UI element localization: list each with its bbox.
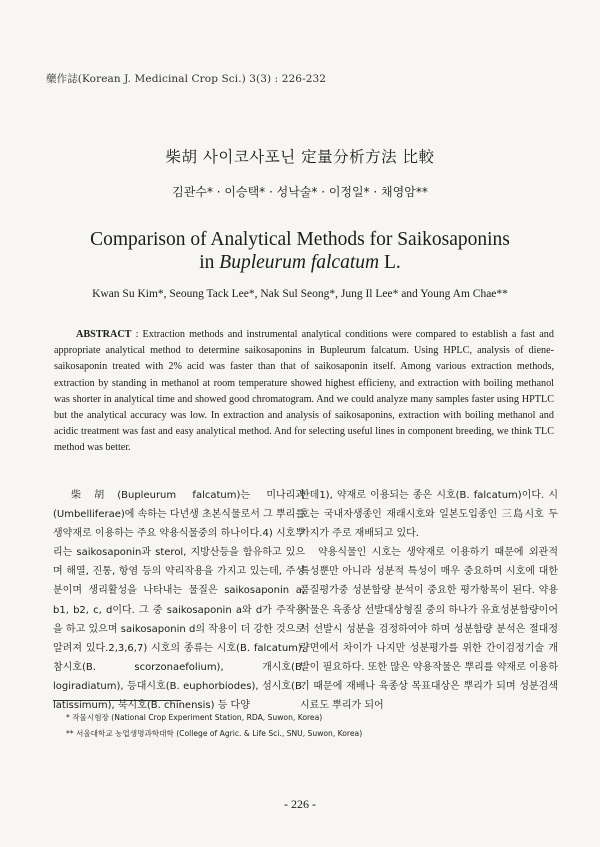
footnote-affiliation-2: ** 서울대학교 농업생명과학대학 (College of Agric. & Life Sci., SNU, Suwon, Korea) bbox=[66, 729, 363, 738]
body-column-left bbox=[53, 486, 305, 715]
footnote-affiliation-1: * 작물시험장 (National Crop Experiment Station, RDA, Suwon, Korea) bbox=[66, 713, 323, 722]
footnotes bbox=[66, 710, 362, 742]
page-number: - 226 - bbox=[284, 797, 316, 811]
body-paragraph: 柴胡(Bupleurum falcatum)는 미나리과(Umbelliferae)에 속하는 다년생 초본식물로서 그 뿌리를 생약재로 이용하는 주요 약용식물중의 하나이다.4) 시호뿌리는 saikosaponin과 sterol, 지방산등을 함유하고 있으며 해열, 진통, 항염 등의 약리작용을 가지고 있는데, 주성분이며 생리활성을 나타내는 물질은 saikosaponin a, b1, b2, c, d이다. 그 중 saikosaponin a와 d가 주작용을 하고 있으며 saikosaponin d의 작용이 더 강한 것으로 알려져 있다.2,3,6,7) 시호의 종류는 시호(B. falcatum), 참시호(B. scorzonaefolium), 개시호(B. logiradiatum), 등대시호(B. euphorbiodes), 섬시호(B. latissimum), 북시호(B. chinensis) 등 다양 bbox=[53, 490, 305, 712]
title-english-line2 bbox=[0, 251, 600, 274]
title-line2-prefix: in bbox=[199, 252, 220, 273]
authors-korean: 김관수* · 이승택* · 성낙술* · 이정일* · 채영암** bbox=[172, 185, 428, 199]
body-column-right bbox=[300, 486, 558, 715]
body-paragraph: 한데1), 약재로 이용되는 종은 시호(B. falcatum)이다. 시호는 국내자생종인 재래시호와 일본도입종인 三島시호 두가지가 주로 재배되고 있다. bbox=[300, 490, 558, 540]
abstract-text: : Extraction methods and instrumental analytical conditions were compared to establish a fast and appropriate analytical method to determine saikosaponins in Bupleurum falcatum. Using HPLC, analysis of diene-saikosaponin treated with 2% acid was faster than that of saikosaponin itself. Among various extraction methods, extraction by standing in methanol at room temperature showed highest efficieny, and extraction with boiling methanol was shorter in analytical time and showed good chromatogram. And we could analyze many samples faster using HPTLC but the analytical accuracy was low. In extraction and analysis of saikosaponins, extraction with boiling methanol and acidic treatment was fast and easy analytical method. And for selecting useful lines in component breeding, we think TLC method was better. bbox=[54, 329, 554, 454]
title-english bbox=[0, 228, 600, 274]
title-korean: 柴胡 사이코사포닌 定量分析方法 比較 bbox=[165, 148, 435, 166]
abstract-label: ABSTRACT bbox=[76, 329, 132, 340]
title-english-line1: Comparison of Analytical Methods for Saikosaponins bbox=[90, 229, 510, 250]
footnote-divider bbox=[53, 700, 181, 701]
body-paragraph: 약용식물인 시호는 생약재로 이용하기 때문에 외관적 특성뿐만 아니라 성분적 특성이 매우 중요하며 시호에 대한 품질평가중 성분함량 분석이 중요한 평가항목이 된다. 약용작물은 육종상 선발대상형질 중의 하나가 유효성분함량이어서 선발시 성분을 검정하여야 하며 성분함량 분석은 절대정량면에서 차이가 나지만 성분평가를 위한 간이검정기술 개발이 필요하다. 또한 많은 약용작물은 뿌리를 약재로 이용하기 때문에 재배나 육종상 목표대상은 뿌리가 되며 성분검색시료도 뿌리가 되어 bbox=[300, 547, 558, 712]
title-line2-suffix: L. bbox=[379, 252, 401, 273]
species-name: Bupleurum falcatum bbox=[219, 252, 380, 273]
abstract bbox=[54, 327, 554, 457]
authors-english: Kwan Su Kim*, Seoung Tack Lee*, Nak Sul Seong*, Jung Il Lee* and Young Am Chae** bbox=[92, 288, 508, 300]
journal-citation: 藥作誌(Korean J. Medicinal Crop Sci.) 3(3) : 226-232 bbox=[46, 73, 327, 85]
